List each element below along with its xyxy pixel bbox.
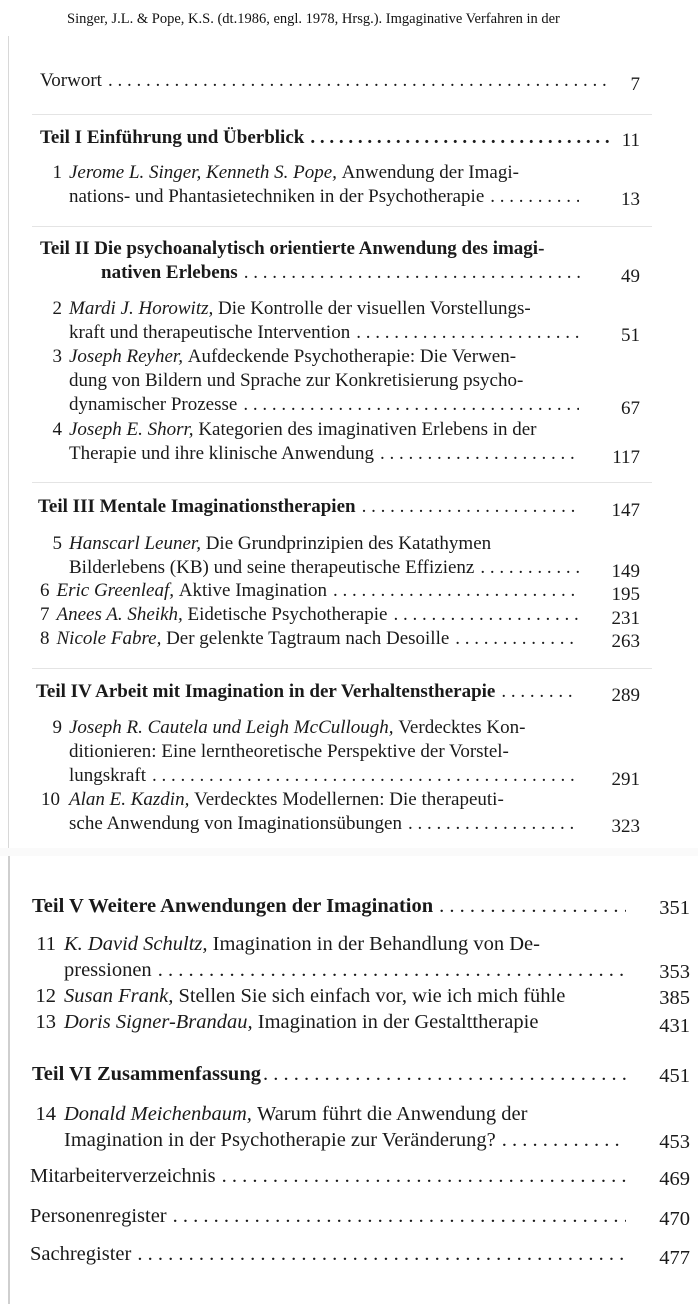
dot-leader — [455, 628, 579, 650]
toc-section-teil-2[interactable] — [40, 238, 600, 260]
chapter-author: Anees A. Sheikh, — [56, 604, 183, 625]
dot-leader — [173, 1204, 626, 1228]
section-divider — [32, 226, 652, 227]
toc-label: Mitarbeiterverzeichnis — [30, 1165, 216, 1187]
toc-entry-chapter-11[interactable] — [32, 932, 632, 956]
chapter-number: 2 — [52, 298, 62, 319]
section-label: Teil III Mentale Imaginationstherapien — [38, 496, 356, 517]
dot-leader — [244, 262, 580, 284]
chapter-number: 10 — [41, 789, 60, 810]
citation-line-1: Singer, J.L. & Pope, K.S. (dt.1986, engl. 1978, Hrsg.). Imgaginative Verfahren in der — [67, 11, 560, 27]
toc-entry-chapter-3-cont2[interactable] — [69, 394, 585, 416]
chapter-number: 1 — [52, 162, 62, 183]
chapter-title-cont: Imagination in der Psychotherapie zur Veränderung? — [64, 1129, 496, 1151]
toc-entry-mitarbeiterverzeichnis[interactable] — [30, 1164, 632, 1188]
page-gap — [0, 848, 698, 856]
chapter-author: Doris Signer-Brandau, — [64, 1011, 253, 1033]
toc-entry-chapter-4[interactable] — [40, 419, 585, 441]
chapter-title-cont: sche Anwendung von Imaginationsübungen — [69, 813, 402, 834]
chapter-title: Anwendung der Imagi- — [341, 162, 519, 183]
page-number: 51 — [621, 325, 640, 346]
toc-entry-chapter-7[interactable] — [40, 604, 585, 626]
toc-label: Vorwort — [40, 70, 102, 91]
toc-entry-chapter-3[interactable] — [40, 346, 585, 368]
chapter-author: Joseph Reyher, — [69, 346, 183, 367]
chapter-title: Stellen Sie sich einfach vor, wie ich mich fühle — [178, 985, 566, 1007]
dot-leader — [243, 394, 579, 416]
chapter-number: 4 — [52, 419, 62, 440]
toc-entry-chapter-9-cont2[interactable] — [69, 765, 585, 787]
chapter-title: Die Grundprinzipien des Katathymen — [205, 533, 492, 554]
chapter-author: Joseph E. Shorr, — [69, 419, 194, 440]
dot-leader — [310, 127, 612, 149]
chapter-author: Donald Meichenbaum, — [64, 1103, 252, 1125]
page-number: 385 — [659, 987, 690, 1009]
dot-leader — [502, 1128, 626, 1152]
dot-leader — [158, 958, 626, 982]
toc-section-teil-3[interactable] — [38, 496, 586, 518]
toc-entry-chapter-6[interactable] — [40, 580, 585, 602]
dot-leader — [480, 557, 579, 579]
chapter-author: Susan Frank, — [64, 985, 174, 1007]
toc-entry-chapter-9-cont[interactable] — [69, 741, 585, 763]
chapter-title-cont: lungskraft — [69, 765, 147, 786]
dot-leader — [137, 1242, 626, 1266]
chapter-title: Warum führt die Anwendung der — [257, 1103, 528, 1125]
toc-section-teil-2-cont[interactable] — [101, 262, 586, 284]
section-divider — [32, 482, 652, 483]
chapter-title-cont: nations- und Phantasietechniken in der Psychotherapie — [69, 186, 485, 207]
chapter-number: 3 — [52, 346, 62, 367]
section-label: Teil II Die psychoanalytisch orientierte Anwendung des imagi- — [40, 238, 545, 259]
chapter-number: 12 — [35, 985, 56, 1007]
dot-leader — [222, 1164, 626, 1188]
dot-leader — [152, 765, 579, 787]
toc-entry-personenregister[interactable] — [30, 1204, 632, 1228]
chapter-title: Der gelenkte Tagtraum nach Desoille — [166, 628, 450, 649]
toc-label: Personenregister — [30, 1205, 167, 1227]
page-number: 470 — [659, 1208, 690, 1230]
page-number: 11 — [621, 130, 640, 151]
toc-entry-chapter-10[interactable] — [32, 789, 585, 811]
page-number: 195 — [611, 584, 640, 605]
dot-leader — [394, 604, 580, 626]
dot-leader — [108, 70, 612, 92]
toc-entry-chapter-1-cont[interactable] — [69, 186, 585, 208]
toc-entry-chapter-5-cont[interactable] — [69, 557, 585, 579]
chapter-author: Alan E. Kazdin, — [69, 789, 190, 810]
toc-page-2 — [8, 856, 698, 1304]
dot-leader — [490, 186, 579, 208]
dot-leader — [439, 894, 626, 918]
toc-entry-chapter-1[interactable] — [40, 162, 585, 184]
dot-leader — [333, 580, 579, 602]
chapter-title: Eidetische Psychotherapie — [187, 604, 388, 625]
page-number: 289 — [611, 685, 640, 706]
toc-entry-chapter-9[interactable] — [40, 717, 585, 739]
toc-entry-chapter-4-cont[interactable] — [69, 443, 585, 465]
chapter-title: Aufdeckende Psychotherapie: Die Verwen- — [187, 346, 517, 367]
chapter-number: 6 — [40, 580, 50, 601]
toc-entry-chapter-14[interactable] — [32, 1102, 632, 1126]
chapter-title-cont: ditionieren: Eine lerntheoretische Perspektive der Vorstel- — [69, 741, 509, 762]
page-number: 117 — [612, 447, 640, 468]
toc-section-teil-4[interactable] — [36, 681, 584, 703]
dot-leader — [501, 681, 578, 703]
page-number: 353 — [659, 961, 690, 983]
chapter-author: Jerome L. Singer, Kenneth S. Pope, — [69, 162, 337, 183]
dot-leader — [408, 813, 579, 835]
toc-label: Sachregister — [30, 1243, 132, 1265]
chapter-author: K. David Schultz, — [64, 933, 208, 955]
toc-entry-vorwort[interactable] — [40, 70, 618, 92]
chapter-title: Imagination in der Behandlung von De- — [212, 933, 540, 955]
chapter-title: Aktive Imagination — [178, 580, 328, 601]
section-label: Teil VI Zusammenfassung — [32, 1063, 261, 1085]
page-number: 351 — [659, 897, 690, 919]
dot-leader — [263, 1062, 626, 1086]
page-number: 67 — [621, 398, 640, 419]
chapter-number: 9 — [52, 717, 62, 738]
toc-entry-sachregister[interactable] — [30, 1242, 632, 1266]
toc-section-teil-6[interactable] — [32, 1062, 632, 1086]
chapter-number: 8 — [40, 628, 50, 649]
section-divider — [32, 114, 652, 115]
dot-leader — [380, 443, 579, 465]
page-number: 453 — [659, 1131, 690, 1153]
toc-entry-chapter-11-cont[interactable] — [64, 958, 632, 982]
toc-entry-chapter-5[interactable] — [40, 533, 585, 555]
toc-entry-chapter-2[interactable] — [40, 298, 585, 320]
chapter-title: Verdecktes Kon- — [398, 717, 526, 738]
toc-entry-chapter-8[interactable] — [40, 628, 585, 650]
toc-entry-chapter-13[interactable] — [32, 1010, 642, 1034]
chapter-number: 14 — [35, 1103, 56, 1125]
chapter-number: 11 — [36, 933, 56, 955]
chapter-author: Nicole Fabre, — [56, 628, 162, 649]
dot-leader — [356, 322, 579, 344]
page-number: 149 — [611, 561, 640, 582]
page-number: 231 — [611, 608, 640, 629]
chapter-author: Mardi J. Horowitz, — [69, 298, 214, 319]
chapter-title-cont: Therapie und ihre klinische Anwendung — [69, 443, 374, 464]
chapter-author: Eric Greenleaf, — [56, 580, 174, 601]
chapter-title: Die Kontrolle der visuellen Vorstellungs- — [218, 298, 531, 319]
page-number: 291 — [611, 769, 640, 790]
chapter-number: 7 — [40, 604, 50, 625]
toc-entry-chapter-3-cont[interactable] — [69, 370, 585, 392]
toc-section-teil-1[interactable] — [40, 127, 618, 149]
toc-section-teil-5[interactable] — [32, 894, 632, 918]
chapter-number: 5 — [52, 533, 62, 554]
toc-page-1 — [8, 30, 698, 848]
section-label: Teil IV Arbeit mit Imagination in der Verhaltenstherapie — [36, 681, 496, 702]
chapter-title-cont: dung von Bildern und Sprache zur Konkretisierung psycho- — [69, 370, 524, 391]
page-number: 13 — [621, 189, 640, 210]
page-number: 263 — [611, 631, 640, 652]
dot-leader — [362, 496, 580, 518]
chapter-author: Hanscarl Leuner, — [69, 533, 201, 554]
page-number: 49 — [621, 266, 640, 287]
toc-entry-chapter-14-cont[interactable] — [64, 1128, 632, 1152]
page-number: 451 — [659, 1065, 690, 1087]
chapter-title-cont: kraft und therapeutische Intervention — [69, 322, 351, 343]
section-label-cont: nativen Erlebens — [101, 262, 238, 283]
chapter-title-cont: pressionen — [64, 959, 152, 981]
page-number: 469 — [659, 1168, 690, 1190]
page-number: 477 — [659, 1247, 690, 1269]
chapter-title: Imagination in der Gestalttherapie — [257, 1011, 539, 1033]
toc-entry-chapter-12[interactable] — [32, 984, 642, 1008]
chapter-title-cont: dynamischer Prozesse — [69, 394, 238, 415]
chapter-author: Joseph R. Cautela und Leigh McCullough, — [69, 717, 394, 738]
toc-entry-chapter-2-cont[interactable] — [69, 322, 585, 344]
section-label: Teil I Einführung und Überblick — [40, 127, 305, 148]
page-number: 147 — [611, 500, 640, 521]
chapter-title: Verdecktes Modellernen: Die therapeuti- — [194, 789, 504, 810]
page-number: 323 — [611, 816, 640, 837]
chapter-number: 13 — [35, 1011, 56, 1033]
section-label: Teil V Weitere Anwendungen der Imagination — [32, 895, 434, 917]
page-number: 431 — [659, 1015, 690, 1037]
page-number: 7 — [630, 74, 640, 95]
toc-entry-chapter-10-cont[interactable] — [69, 813, 585, 835]
section-divider — [32, 668, 652, 669]
chapter-title-cont: Bilderlebens (KB) und seine therapeutische Effizienz — [69, 557, 475, 578]
chapter-title: Kategorien des imaginativen Erlebens in der — [198, 419, 537, 440]
